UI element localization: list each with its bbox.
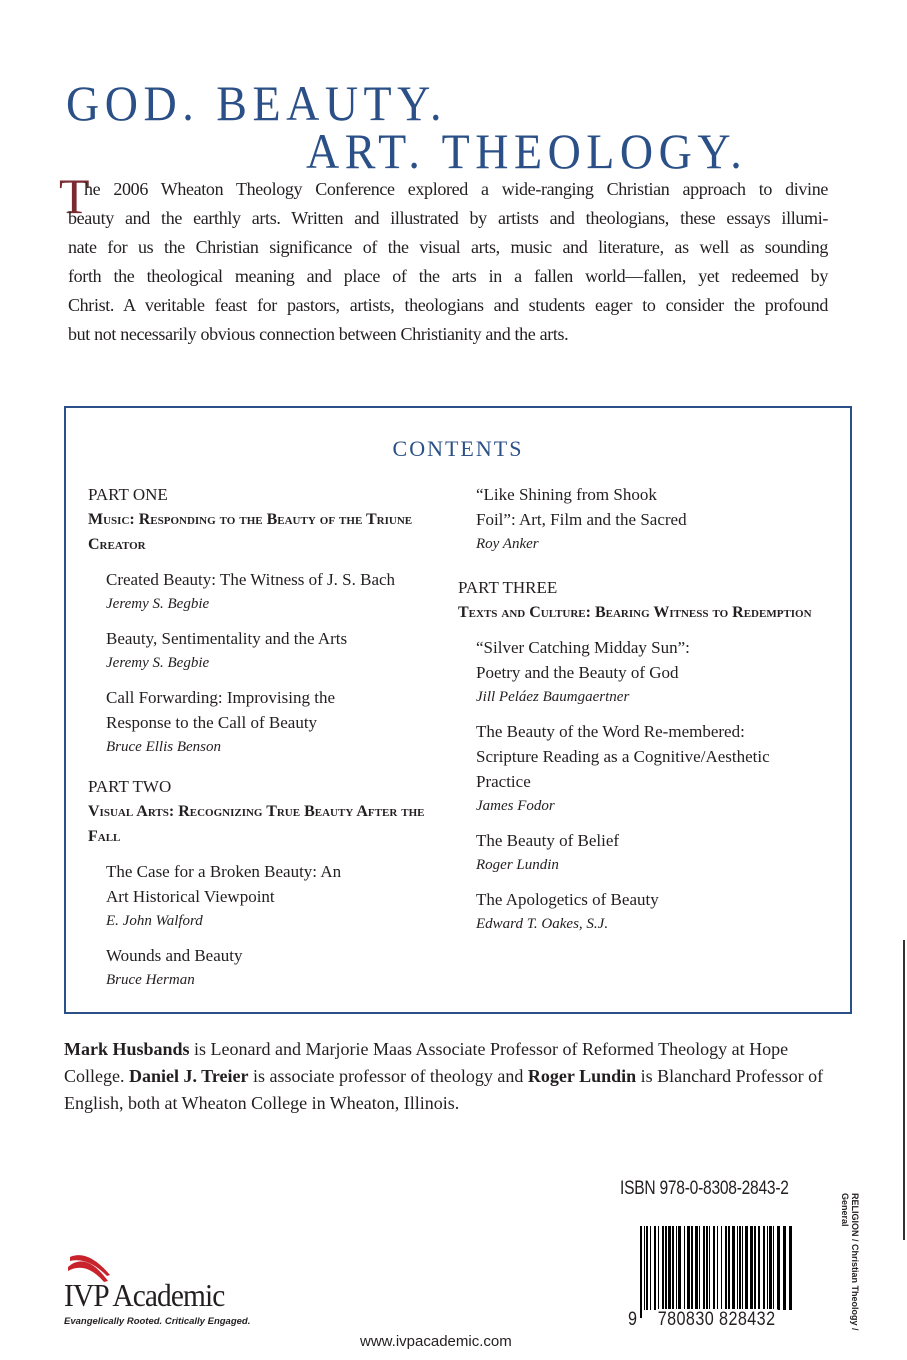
intro-line: Christ. A veritable feast for pastors, artists, theologians and students eager to consider the profound xyxy=(68,295,828,315)
bio-name: Roger Lundin xyxy=(527,1066,637,1086)
bio-name: Mark Husbands xyxy=(64,1039,190,1059)
barcode-bar xyxy=(750,1226,753,1310)
entry-author: Jill Peláez Baumgaertner xyxy=(476,689,630,705)
entry-author: E. John Walford xyxy=(106,913,203,929)
intro-line: nate for us the Christian significance of the visual arts, music and literature, as well as sounding xyxy=(68,237,828,257)
entry-title: The Case for a Broken Beauty: An Art Historical Viewpoint xyxy=(106,862,342,906)
toc-entry xyxy=(476,635,716,710)
barcode-bar xyxy=(745,1226,748,1310)
intro-line: beauty and the earthly arts. Written and illustrated by artists and theologians, these essays illumi- xyxy=(68,208,828,228)
page-edge-line xyxy=(903,940,905,1240)
barcode-bar xyxy=(706,1226,708,1310)
publisher-tagline: Evangelically Rooted. Critically Engaged. xyxy=(64,1316,251,1327)
entry-author: Bruce Herman xyxy=(106,972,195,988)
barcode-bar xyxy=(691,1226,693,1310)
barcode-bar xyxy=(777,1226,780,1310)
contents-box xyxy=(64,406,852,1014)
barcode-bar xyxy=(737,1226,738,1310)
barcode-bar xyxy=(769,1226,772,1310)
part-title: Visual Arts: Recognizing True Beauty After the Fall xyxy=(88,803,425,845)
part-label: PART ONE xyxy=(88,485,168,504)
category-line: General xyxy=(840,1193,850,1227)
barcode-bar xyxy=(678,1226,681,1310)
barcode-bar xyxy=(644,1226,645,1310)
barcode-bar xyxy=(725,1226,727,1310)
entry-title: The Beauty of the Word Re-membered: Scripture Reading as a Cognitive/Aesthetic Practice xyxy=(476,722,770,791)
bio-text: is Leonard and Marjorie Maas Associate Professor of Reformed Theology at Hope College. xyxy=(64,1039,789,1086)
barcode-bar xyxy=(654,1226,656,1310)
part-three xyxy=(458,575,828,937)
entry-author: James Fodor xyxy=(476,798,555,814)
barcode-bar xyxy=(684,1226,685,1310)
barcode-bar xyxy=(699,1226,700,1310)
barcode-digits: 780830 828432 xyxy=(657,1309,776,1330)
toc-entry xyxy=(476,887,828,937)
barcode-bar xyxy=(773,1226,774,1310)
entry-title: The Beauty of Belief xyxy=(476,831,620,850)
part-label: PART TWO xyxy=(88,777,172,796)
entry-title: “Like Shining from Shook Foil”: Art, Film and the Sacred xyxy=(476,485,687,529)
barcode-bar xyxy=(754,1226,756,1310)
author-bio xyxy=(64,1036,834,1117)
toc-entry xyxy=(106,626,438,676)
part-title: Music: Responding to the Beauty of the Triune Creator xyxy=(88,511,413,553)
barcode-bar xyxy=(703,1226,705,1310)
barcode-bar xyxy=(709,1226,710,1310)
intro-paragraph xyxy=(68,175,828,349)
barcode-bar xyxy=(783,1226,786,1310)
barcode-bar xyxy=(739,1226,741,1310)
barcode-bar xyxy=(676,1226,677,1310)
barcode-bar xyxy=(717,1226,718,1318)
barcode xyxy=(640,1226,796,1314)
part-two xyxy=(88,774,438,993)
barcode-bar xyxy=(721,1226,722,1310)
barcode-bar xyxy=(695,1226,698,1310)
drop-cap: T xyxy=(59,168,90,224)
entry-author: Edward T. Oakes, S.J. xyxy=(476,916,609,932)
barcode-bar xyxy=(646,1226,648,1310)
barcode-bar xyxy=(672,1226,674,1310)
contents-column-right xyxy=(458,482,828,937)
toc-entry xyxy=(476,482,696,557)
entry-title: “Silver Catching Midday Sun”: Poetry and the Beauty of God xyxy=(476,638,690,682)
entry-title: Beauty, Sentimentality and the Arts xyxy=(106,629,348,648)
contents-heading: CONTENTS xyxy=(392,436,524,461)
intro-line: but not necessarily obvious connection between Christianity and the arts. xyxy=(68,324,569,344)
part-one xyxy=(88,482,438,760)
barcode-bar xyxy=(767,1226,768,1310)
toc-entry xyxy=(476,719,811,819)
barcode-bar xyxy=(789,1226,792,1310)
part-label: PART THREE xyxy=(458,578,558,597)
barcode-bar xyxy=(650,1226,651,1310)
publisher-name: IVP Academic xyxy=(64,1277,225,1313)
intro-line: forth the theological meaning and place of the arts in a fallen world—fallen, yet redeemed by xyxy=(68,266,828,286)
entry-author: Jeremy S. Begbie xyxy=(106,596,210,612)
entry-title: Call Forwarding: Improvising the Response to the Call of Beauty xyxy=(106,688,336,732)
entry-title: The Apologetics of Beauty xyxy=(476,890,659,909)
barcode-bar xyxy=(758,1226,760,1310)
bio-name: Daniel J. Treier xyxy=(129,1066,249,1086)
entry-title: Wounds and Beauty xyxy=(106,946,243,965)
contents-column-left xyxy=(88,482,438,993)
toc-entry xyxy=(106,567,438,617)
barcode-bar xyxy=(763,1226,765,1310)
toc-entry xyxy=(476,828,828,878)
barcode-bar xyxy=(662,1226,664,1310)
bio-text: is Blanchard Professor of English, both at Wheaton College in Wheaton, Illinois. xyxy=(64,1066,824,1113)
title-line-2: ART. THEOLOGY. xyxy=(306,123,748,179)
entry-title: Created Beauty: The Witness of J. S. Bach xyxy=(106,570,396,589)
entry-author: Jeremy S. Begbie xyxy=(106,655,210,671)
title-line-1: GOD. BEAUTY. xyxy=(66,75,448,131)
toc-entry xyxy=(106,685,356,760)
toc-entry xyxy=(106,859,346,934)
bio-text: is associate professor of theology and xyxy=(248,1066,528,1086)
barcode-bar xyxy=(713,1226,715,1310)
part-title: Texts and Culture: Bearing Witness to Redemption xyxy=(458,604,812,621)
barcode-bar xyxy=(728,1226,730,1310)
barcode-bar xyxy=(732,1226,735,1310)
category-line: RELIGION / Christian Theology / xyxy=(850,1193,860,1331)
entry-author: Bruce Ellis Benson xyxy=(106,739,221,755)
barcode-bar xyxy=(687,1226,690,1310)
barcode-lead-digit: 9 xyxy=(628,1309,637,1330)
entry-author: Roy Anker xyxy=(476,536,539,552)
isbn-label: ISBN 978-0-8308-2843-2 xyxy=(620,1178,789,1199)
barcode-bar xyxy=(742,1226,743,1310)
toc-entry xyxy=(106,943,438,993)
barcode-bar xyxy=(665,1226,667,1310)
barcode-bar xyxy=(640,1226,642,1318)
barcode-bar xyxy=(658,1226,659,1310)
intro-line: he 2006 Wheaton Theology Conference explored a wide-ranging Christian approach to divine xyxy=(84,179,828,199)
publisher-url: www.ivpacademic.com xyxy=(360,1333,512,1350)
bisac-category xyxy=(840,1193,860,1331)
barcode-bar xyxy=(668,1226,671,1310)
entry-author: Roger Lundin xyxy=(476,857,559,873)
